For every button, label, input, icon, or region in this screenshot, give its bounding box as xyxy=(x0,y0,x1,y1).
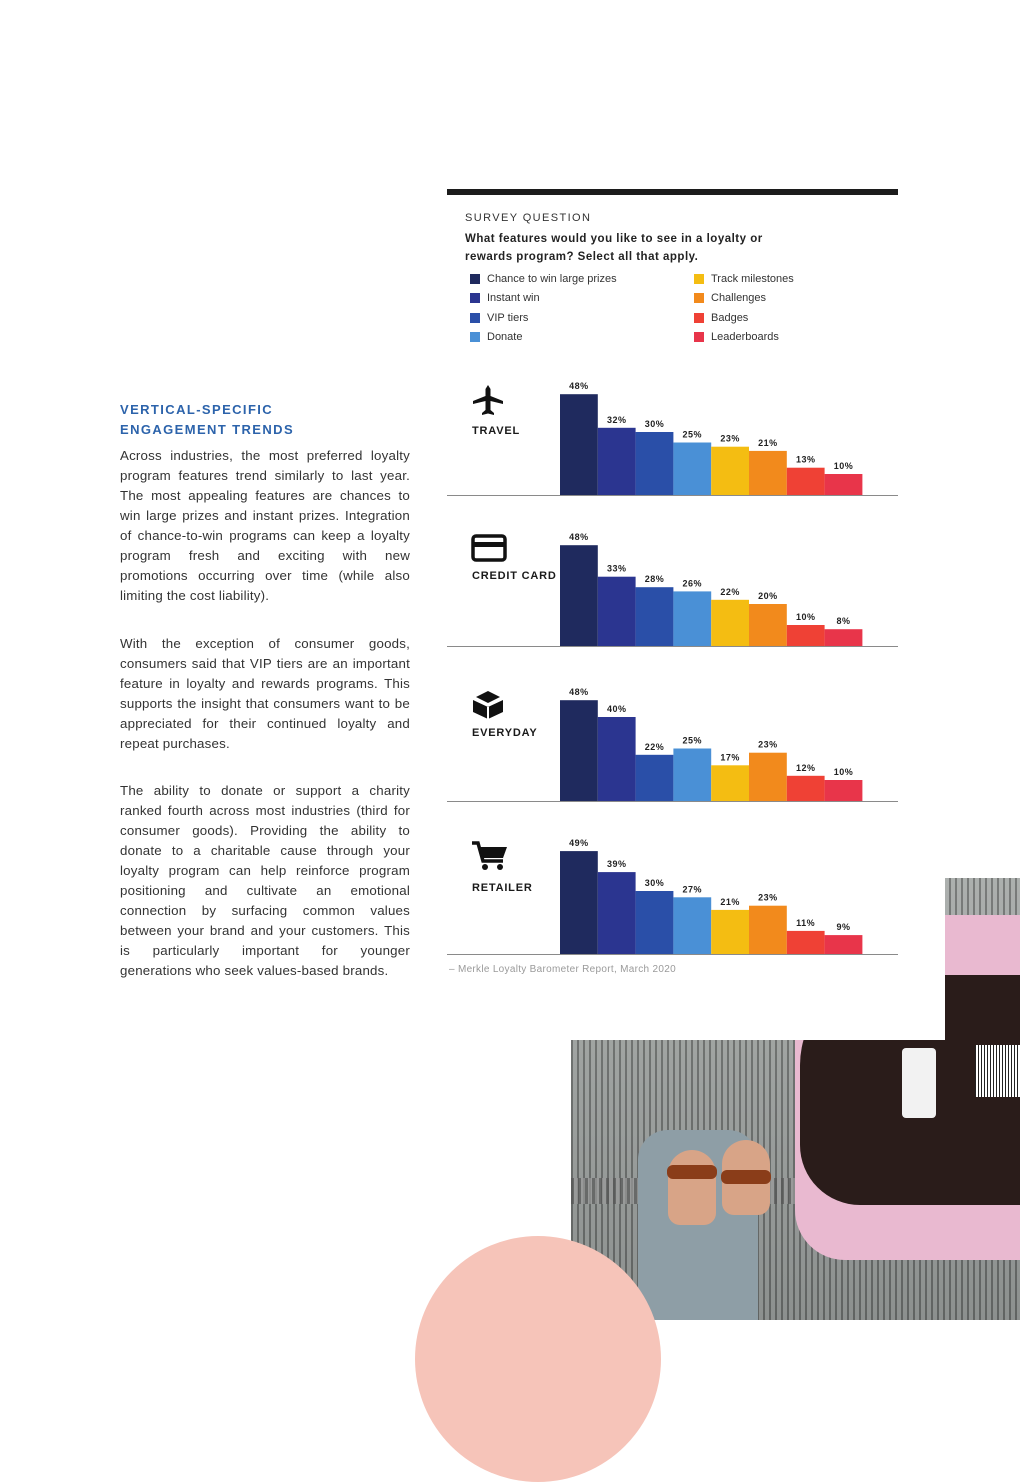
data-label: 32% xyxy=(606,414,627,425)
chart-title-travel: TRAVEL xyxy=(472,425,520,437)
legend-swatch xyxy=(470,313,480,323)
legend-label: Badges xyxy=(711,311,749,324)
legend-swatch xyxy=(694,332,704,342)
legend-item xyxy=(470,331,522,343)
legend-label: Challenges xyxy=(711,292,767,305)
data-label: 33% xyxy=(606,563,627,574)
data-label: 30% xyxy=(644,419,665,429)
bar xyxy=(560,851,598,954)
bar xyxy=(711,765,749,801)
bar xyxy=(825,780,863,801)
data-label: 28% xyxy=(644,574,665,585)
everyday-chart xyxy=(447,676,898,802)
bar xyxy=(598,577,636,646)
legend-swatch xyxy=(694,274,704,284)
data-label: 9% xyxy=(836,922,851,933)
retailer-chart xyxy=(447,829,898,955)
top-rule xyxy=(447,189,898,195)
data-label: 13% xyxy=(795,454,816,465)
bar xyxy=(598,872,636,954)
legend-swatch xyxy=(470,293,480,303)
bar xyxy=(749,604,787,646)
barcode-image xyxy=(975,1045,1020,1097)
data-label: 20% xyxy=(758,591,778,601)
bar xyxy=(598,428,636,495)
travel-bars xyxy=(447,370,898,496)
data-label: 30% xyxy=(644,878,665,888)
data-label: 25% xyxy=(682,735,703,746)
data-label: 48% xyxy=(569,687,589,698)
legend-swatch xyxy=(694,293,704,303)
survey-question-text: What features would you like to see in a loyalty or rewards program? Select all that apply. xyxy=(465,233,763,263)
bar xyxy=(560,545,598,646)
luggage-tag-image xyxy=(902,1048,936,1118)
legend-label: Track milestones xyxy=(711,273,794,285)
bar xyxy=(787,931,825,954)
data-label: 48% xyxy=(569,532,589,543)
bar xyxy=(825,474,863,495)
legend-item xyxy=(694,273,794,285)
legend-label: VIP tiers xyxy=(487,311,529,324)
source-note: – Merkle Loyalty Barometer Report, March 2020 xyxy=(449,964,676,975)
bar xyxy=(673,749,711,802)
chart-title-everyday: EVERYDAY xyxy=(472,727,538,739)
bar xyxy=(825,935,863,954)
legend-label: Donate xyxy=(487,330,523,343)
travel-chart xyxy=(447,370,898,496)
bar xyxy=(787,625,825,646)
bar xyxy=(673,591,711,646)
data-label: 17% xyxy=(720,752,740,763)
bar xyxy=(711,447,749,495)
chart-title-credit-card: CREDIT CARD xyxy=(472,570,557,582)
bar xyxy=(711,600,749,646)
bar xyxy=(636,755,674,801)
survey-question-label: SURVEY QUESTION xyxy=(465,212,592,224)
legend-item xyxy=(470,312,528,324)
data-label: 10% xyxy=(833,461,854,471)
data-label: 26% xyxy=(682,578,703,589)
data-label: 23% xyxy=(720,433,740,444)
chart-title-retailer: RETAILER xyxy=(472,882,533,894)
legend-label: Leaderboards xyxy=(711,330,779,343)
bar xyxy=(673,897,711,954)
section-heading: VERTICAL-SPECIFIC ENGAGEMENT TRENDS xyxy=(120,402,295,437)
data-label: 22% xyxy=(720,586,740,597)
bar xyxy=(636,432,674,495)
bar xyxy=(636,891,674,954)
bar xyxy=(787,776,825,801)
bar xyxy=(636,587,674,646)
bar xyxy=(560,700,598,801)
legend-label: Chance to win large prizes xyxy=(487,273,617,285)
data-label: 48% xyxy=(569,381,589,392)
data-label: 39% xyxy=(606,859,627,870)
data-label: 22% xyxy=(644,741,665,752)
data-label: 10% xyxy=(833,767,854,777)
data-label: 21% xyxy=(758,437,778,448)
left-foot-image xyxy=(668,1150,716,1225)
data-label: 27% xyxy=(682,884,703,895)
legend-swatch xyxy=(470,332,480,342)
data-label: 10% xyxy=(795,612,816,622)
paragraph-2: With the exception of consumer goods, consumers said that VIP tiers are an important feature in loyalty and rewards programs. This supports the insight that consumers want to be appreciated for their continued loyalty and repeat purchases. xyxy=(120,636,410,751)
bar xyxy=(825,629,863,646)
bar xyxy=(560,394,598,495)
legend-label: Instant win xyxy=(487,292,540,305)
data-label: 23% xyxy=(758,892,778,903)
bar xyxy=(749,753,787,801)
bar xyxy=(749,906,787,954)
bar xyxy=(598,717,636,801)
sandal-strap xyxy=(721,1170,771,1184)
data-label: 11% xyxy=(796,917,816,928)
data-label: 23% xyxy=(758,739,778,750)
decorative-circle xyxy=(415,1236,661,1482)
data-label: 25% xyxy=(682,429,703,440)
credit-card-bars xyxy=(447,521,898,647)
legend-item xyxy=(470,292,540,304)
legend-item xyxy=(470,273,617,285)
legend-swatch xyxy=(694,313,704,323)
bar xyxy=(673,443,711,496)
legend-swatch xyxy=(470,274,480,284)
legend-item xyxy=(694,312,748,324)
data-label: 40% xyxy=(606,704,627,714)
data-label: 8% xyxy=(836,616,851,627)
retailer-bars xyxy=(447,829,898,955)
bar xyxy=(787,468,825,495)
everyday-bars xyxy=(447,676,898,802)
data-label: 49% xyxy=(569,838,589,849)
data-label: 12% xyxy=(795,762,816,773)
legend-item xyxy=(694,292,766,304)
bar xyxy=(711,910,749,954)
data-label: 21% xyxy=(720,896,740,907)
legend-item xyxy=(694,331,779,343)
sandal-strap xyxy=(667,1165,717,1179)
paragraph-1: Across industries, the most preferred loyalty program features trend similarly to last year. The most appealing features are chances to win large prizes and instant prizes. Integration of chance-to-win programs can keep a loyalty program fresh and exciting with new promotions occurring over time (while also limiting the cost liability). xyxy=(120,448,410,603)
bar xyxy=(749,451,787,495)
paragraph-3: The ability to donate or support a charity ranked fourth across most industries (third for consumer goods). Providing the ability to donate to a charitable cause through your loyalty program can help reinforce program positioning and cultivate an emotional connection by surfacing common values between your brand and your customers. This is particularly important for younger generations who seek values-based brands. xyxy=(120,783,410,978)
credit-card-chart xyxy=(447,521,898,647)
